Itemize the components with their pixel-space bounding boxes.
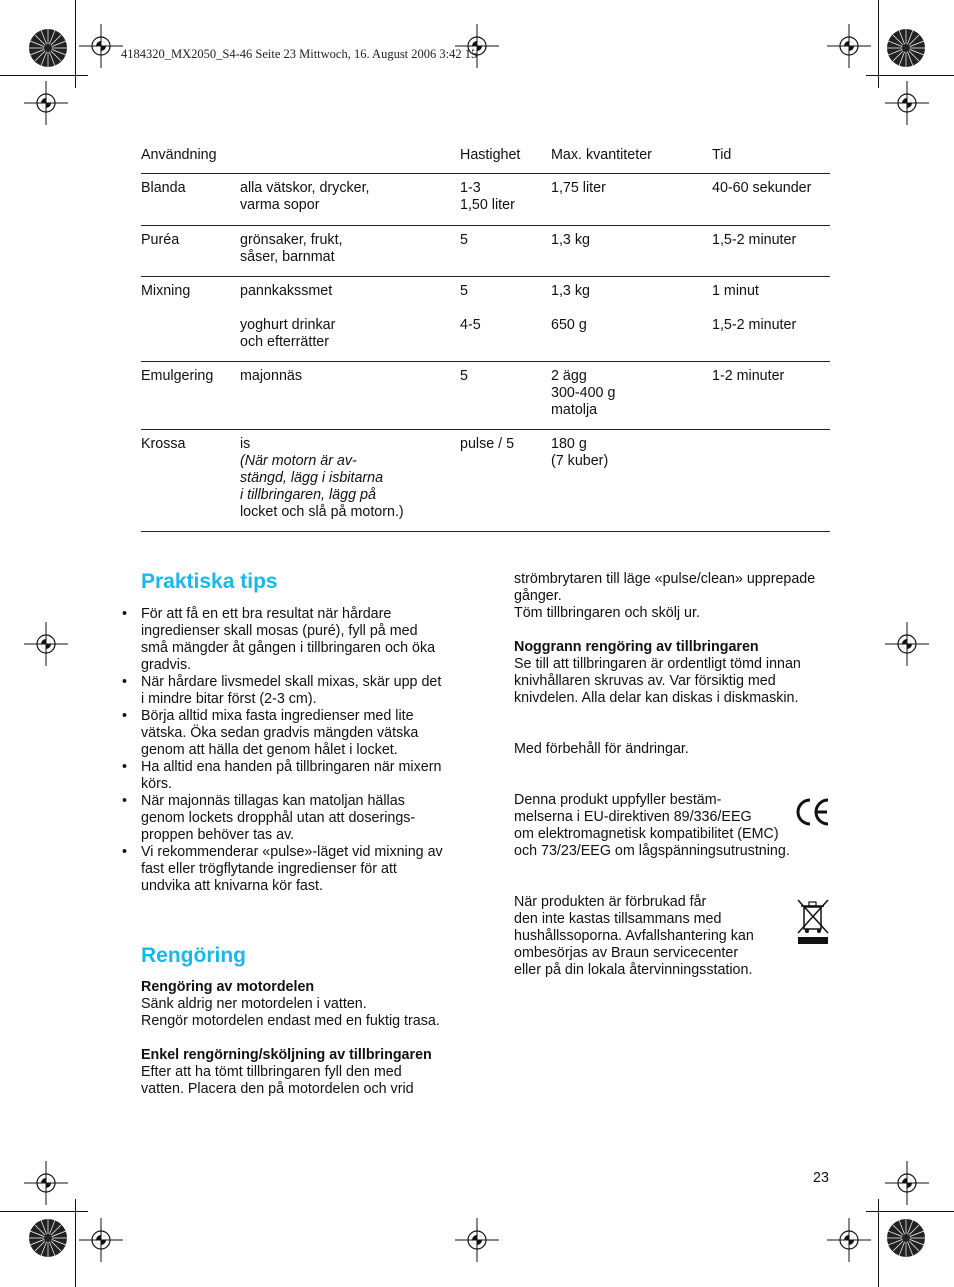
table-row xyxy=(141,430,830,532)
list-item: • För att få en ett bra resultat när hårdare ingredienser skall mosas (puré), fyll på med små mängder åt gången i tillbringaren och öka gradvis. xyxy=(122,606,436,673)
print-slug: 4184320_MX2050_S4-46 Seite 23 Mittwoch, 16. August 2006 3:42 15 xyxy=(121,47,478,61)
motor-text: Sänk aldrig ner motordelen i vatten. Rengör motordelen endast med en fuktig trasa. xyxy=(141,996,440,1029)
row-item: pannkakssmet yoghurt drinkar och efterrätter xyxy=(240,283,336,350)
cleaning-title: Rengöring xyxy=(141,944,246,967)
page-number: 23 xyxy=(813,1170,829,1186)
header-tid: Tid xyxy=(712,147,732,163)
row-item: alla vätskor, drycker, varma sopor xyxy=(240,180,370,213)
header-max-kvantiteter: Max. kvantiteter xyxy=(551,147,652,163)
motor-heading: Rengöring av motordelen xyxy=(141,979,315,995)
row-time: 1 minut 1,5-2 minuter xyxy=(712,283,797,333)
thorough-heading: Noggrann rengöring av tillbringaren xyxy=(514,639,759,655)
rinse-text: Efter att ha tömt tillbringaren fyll den med vatten. Placera den på motordelen och vrid xyxy=(141,1064,414,1097)
row-quantity: 1,3 kg 650 g xyxy=(551,283,590,333)
rinse-heading: Enkel rengörning/sköljning av tillbringaren xyxy=(141,1047,432,1063)
row-use: Mixning xyxy=(141,283,191,299)
row-speed: pulse / 5 xyxy=(460,436,515,452)
row-speed: 5 xyxy=(460,232,468,248)
table-row xyxy=(141,277,830,362)
row-use: Blanda xyxy=(141,180,186,196)
table-row xyxy=(141,226,830,277)
list-item: • Vi rekommenderar «pulse»-läget vid mixning av fast eller trögflytande ingredienser för att undvika att knivarna kör fast. xyxy=(122,844,443,894)
row-quantity: 180 g (7 kuber) xyxy=(551,436,609,469)
crossed-out-wheelie-bin-icon xyxy=(795,897,831,947)
list-item: • Börja alltid mixa fasta ingredienser med lite vätska. Öka sedan gradvis mängden vätska genom att hälla det genom hålet i locket. xyxy=(122,708,419,758)
row-time: 40-60 sekunder xyxy=(712,180,812,196)
header-anvandning: Användning xyxy=(141,147,217,163)
tips-title: Praktiska tips xyxy=(141,570,278,593)
row-speed: 1-3 1,50 liter xyxy=(460,180,515,213)
list-item: • När majonnäs tillagas kan matoljan hällas genom lockets dropphål utan att doserings- proppen behöver tas av. xyxy=(122,793,416,843)
header-hastighet: Hastighet xyxy=(460,147,521,163)
row-time: 1,5-2 minuter xyxy=(712,232,797,248)
row-quantity: 2 ägg 300-400 g matolja xyxy=(551,368,616,418)
table-row xyxy=(141,362,830,430)
row-speed: 5 xyxy=(460,368,468,384)
tips-section xyxy=(122,570,471,895)
row-speed: 5 4-5 xyxy=(460,283,481,333)
table-header xyxy=(141,140,830,174)
list-item: • När hårdare livsmedel skall mixas, skär upp det i mindre bitar först (2-3 cm). xyxy=(122,674,442,707)
ce-text: Denna produkt uppfyller bestäm- melserna i EU-direktiven 89/336/EEG om elektromagnetisk kompatibilitet (EMC) och 73/23/EEG om lågspänningsutrustning. xyxy=(514,792,790,859)
row-item: majonnäs xyxy=(240,368,302,384)
row-item: is (När motorn är av- stängd, lägg i isbitarna i tillbringaren, lägg på locket och slå på motorn.) xyxy=(240,436,404,520)
row-quantity: 1,75 liter xyxy=(551,180,606,196)
usage-table xyxy=(141,140,830,532)
weee-text: När produkten är förbrukad får den inte kastas tillsammans med hushållssoporna. Avfallshantering kan ombesörjas av Braun servicecenter eller på din lokala återvinningsstation. xyxy=(514,894,754,978)
cleaning-section xyxy=(141,944,471,1098)
row-item: grönsaker, frukt, såser, barnmat xyxy=(240,232,343,265)
row-use: Emulgering xyxy=(141,368,214,384)
thorough-text: Se till att tillbringaren är ordentligt tömd innan knivhållaren skruvas av. Var försiktig med knivdelen. Alla delar kan diskas i diskmaskin. xyxy=(514,656,801,706)
rinse-cont-text: strömbrytaren till läge «pulse/clean» upprepade gånger. Töm tillbringaren och skölj ur. xyxy=(514,571,816,621)
rinse-continued xyxy=(514,571,834,707)
row-quantity: 1,3 kg xyxy=(551,232,590,248)
row-use: Puréa xyxy=(141,232,180,248)
table-row xyxy=(141,174,830,226)
row-time: 1-2 minuter xyxy=(712,368,785,384)
list-item: • Ha alltid ena handen på tillbringaren när mixern körs. xyxy=(122,759,442,792)
ce-mark-icon xyxy=(795,796,831,828)
row-use: Krossa xyxy=(141,436,186,452)
reservation-note: Med förbehåll för ändringar. xyxy=(514,741,689,757)
tips-list xyxy=(122,606,471,895)
